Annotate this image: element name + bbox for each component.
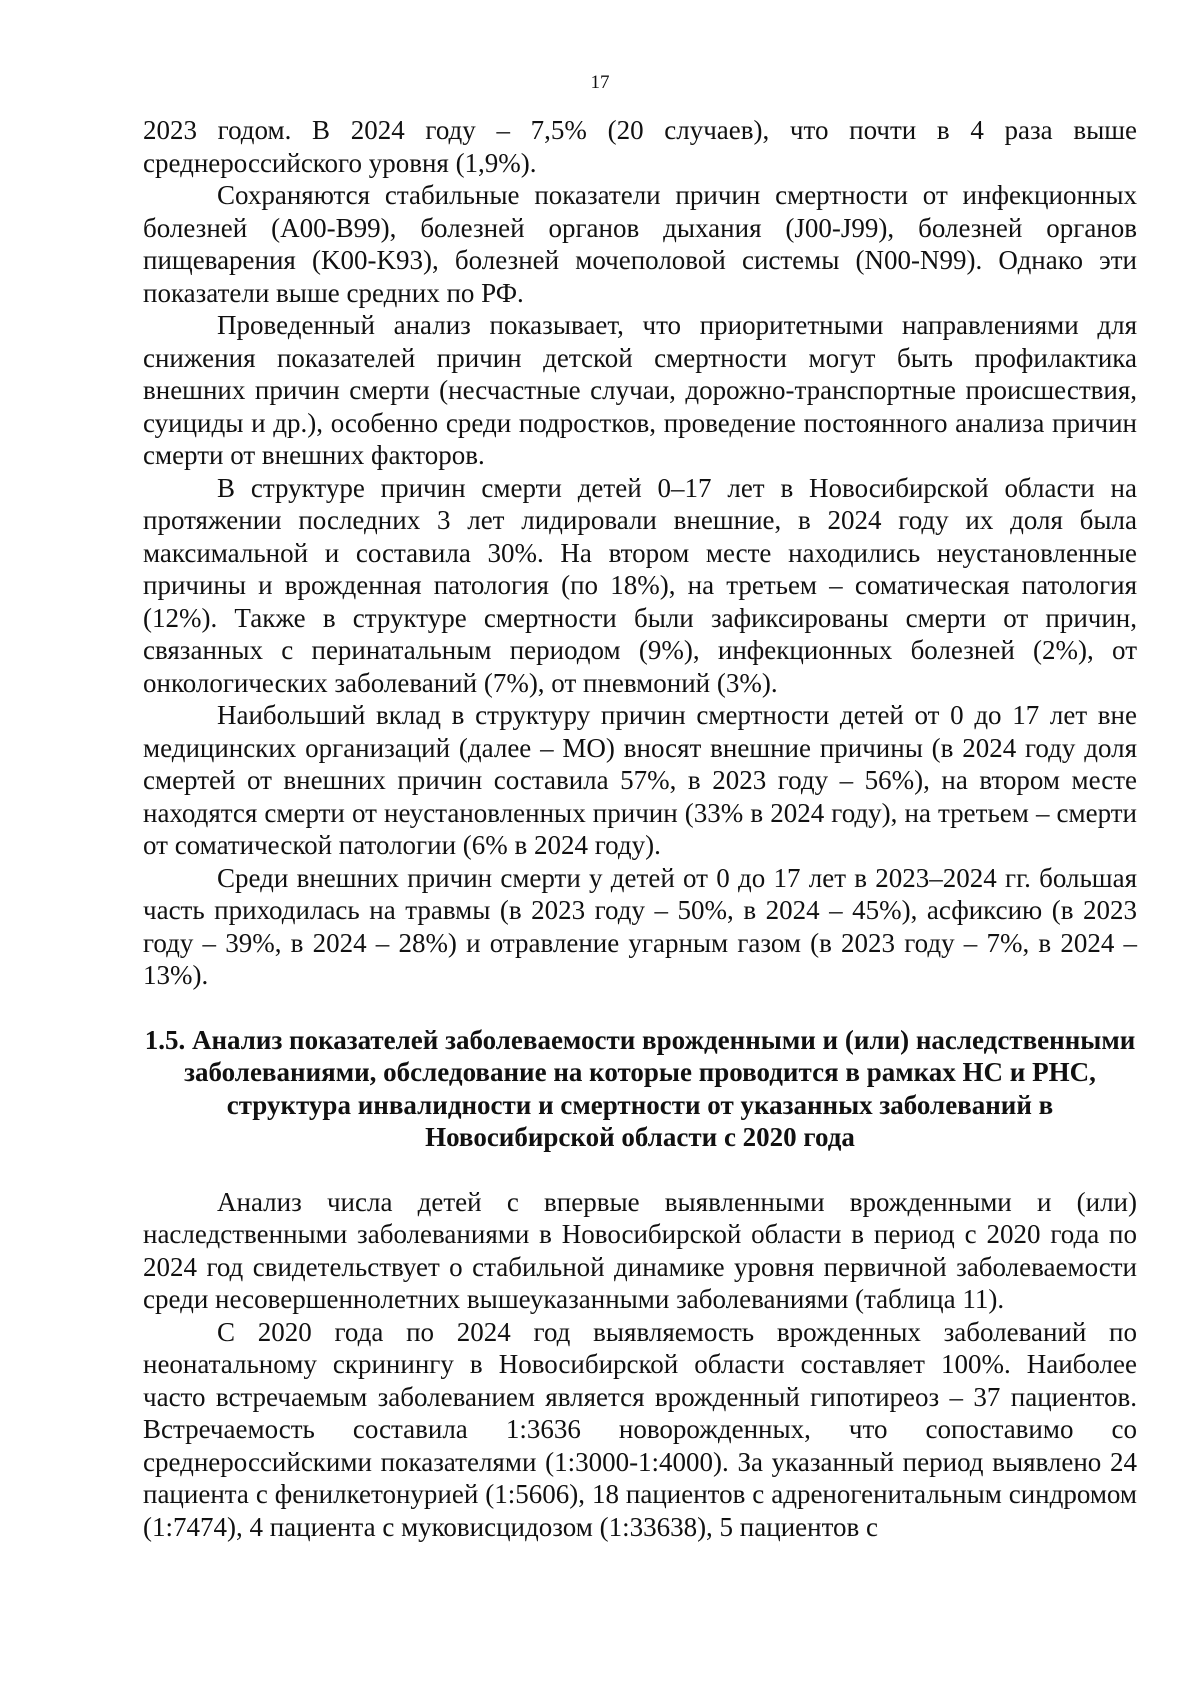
paragraph-continuation: 2023 годом. В 2024 году – 7,5% (20 случаев), что почти в 4 раза выше среднероссийского уровня (1,9%). xyxy=(143,115,1137,178)
paragraph-death-structure: В структуре причин смерти детей 0–17 лет в Новосибирской области на протяжении последних 3 лет лидировали внешние, в 2024 году их доля была максимальной и составила 30%. На втором месте находились неустановленные причины и врожденная патология (по 18%), на третьем – соматическая патология (12%). Также в структуре смертности были зафиксированы смерти от причин, связанных с перинатальным периодом (9%), инфекционных болезней (2%), от онкологических заболеваний (7%), от пневмоний (3%). xyxy=(143,472,1137,698)
paragraph-external-causes: Среди внешних причин смерти у детей от 0 до 17 лет в 2023–2024 гг. большая часть приходилась на травмы (в 2023 году – 50%, в 2024 – 45%), асфиксию (в 2023 году – 39%, в 2024 – 28%) и отравление угарным газом (в 2023 году – 7%, в 2024 – 13%). xyxy=(143,862,1137,990)
section-heading: 1.5. Анализ показателей заболеваемости врожденными и (или) наследственными заболеваниями, обследование на которые проводится в рамках НС и РНС, структура инвалидности и смертности от указанных заболеваний в Новосибирской области с 2020 года xyxy=(144,1024,1136,1152)
document-body xyxy=(143,114,1137,1543)
paragraph-priority-directions: Проведенный анализ показывает, что приоритетными направлениями для снижения показателей причин детской смертности могут быть профилактика внешних причин смерти (несчастные случаи, дорожно-транспортные происшествия, суициды и др.), особенно среди подростков, проведение постоянного анализа причин смерти от внешних факторов. xyxy=(143,310,1137,470)
paragraph-infection-stats: Сохраняются стабильные показатели причин смертности от инфекционных болезней (A00-B99), болезней органов дыхания (J00-J99), болезней органов пищеварения (K00-K93), болезней мочеполовой системы (N00-N99). Однако эти показатели выше средних по РФ. xyxy=(143,180,1137,308)
page-number: 17 xyxy=(590,72,610,93)
paragraph-screening-results: С 2020 года по 2024 год выявляемость врожденных заболеваний по неонатальному скринингу в Новосибирской области составляет 100%. Наиболее часто встречаемым заболеванием является врожденный гипотиреоз – 37 пациентов. Встречаемость составила 1:3636 новорожденных, что сопоставимо со среднероссийскими показателями (1:3000-1:4000). За указанный период выявлено 24 пациента с фенилкетонурией (1:5606), 18 пациентов с адреногенитальным синдромом (1:7474), 4 пациента с муковисцидозом (1:33638), 5 пациентов с xyxy=(143,1316,1137,1542)
paragraph-outside-mo: Наибольший вклад в структуру причин смертности детей от 0 до 17 лет вне медицинских организаций (далее – МО) вносят внешние причины (в 2024 году доля смертей от внешних причин составила 57%, в 2023 году – 56%), на втором месте находятся смерти от неустановленных причин (33% в 2024 году), на третьем – смерти от соматической патологии (6% в 2024 году). xyxy=(143,700,1137,860)
paragraph-morbidity-analysis: Анализ числа детей с впервые выявленными врожденными и (или) наследственными заболеваниями в Новосибирской области в период с 2020 года по 2024 год свидетельствует о стабильной динамике уровня первичной заболеваемости среди несовершеннолетних вышеуказанными заболеваниями (таблица 11). xyxy=(143,1186,1137,1314)
